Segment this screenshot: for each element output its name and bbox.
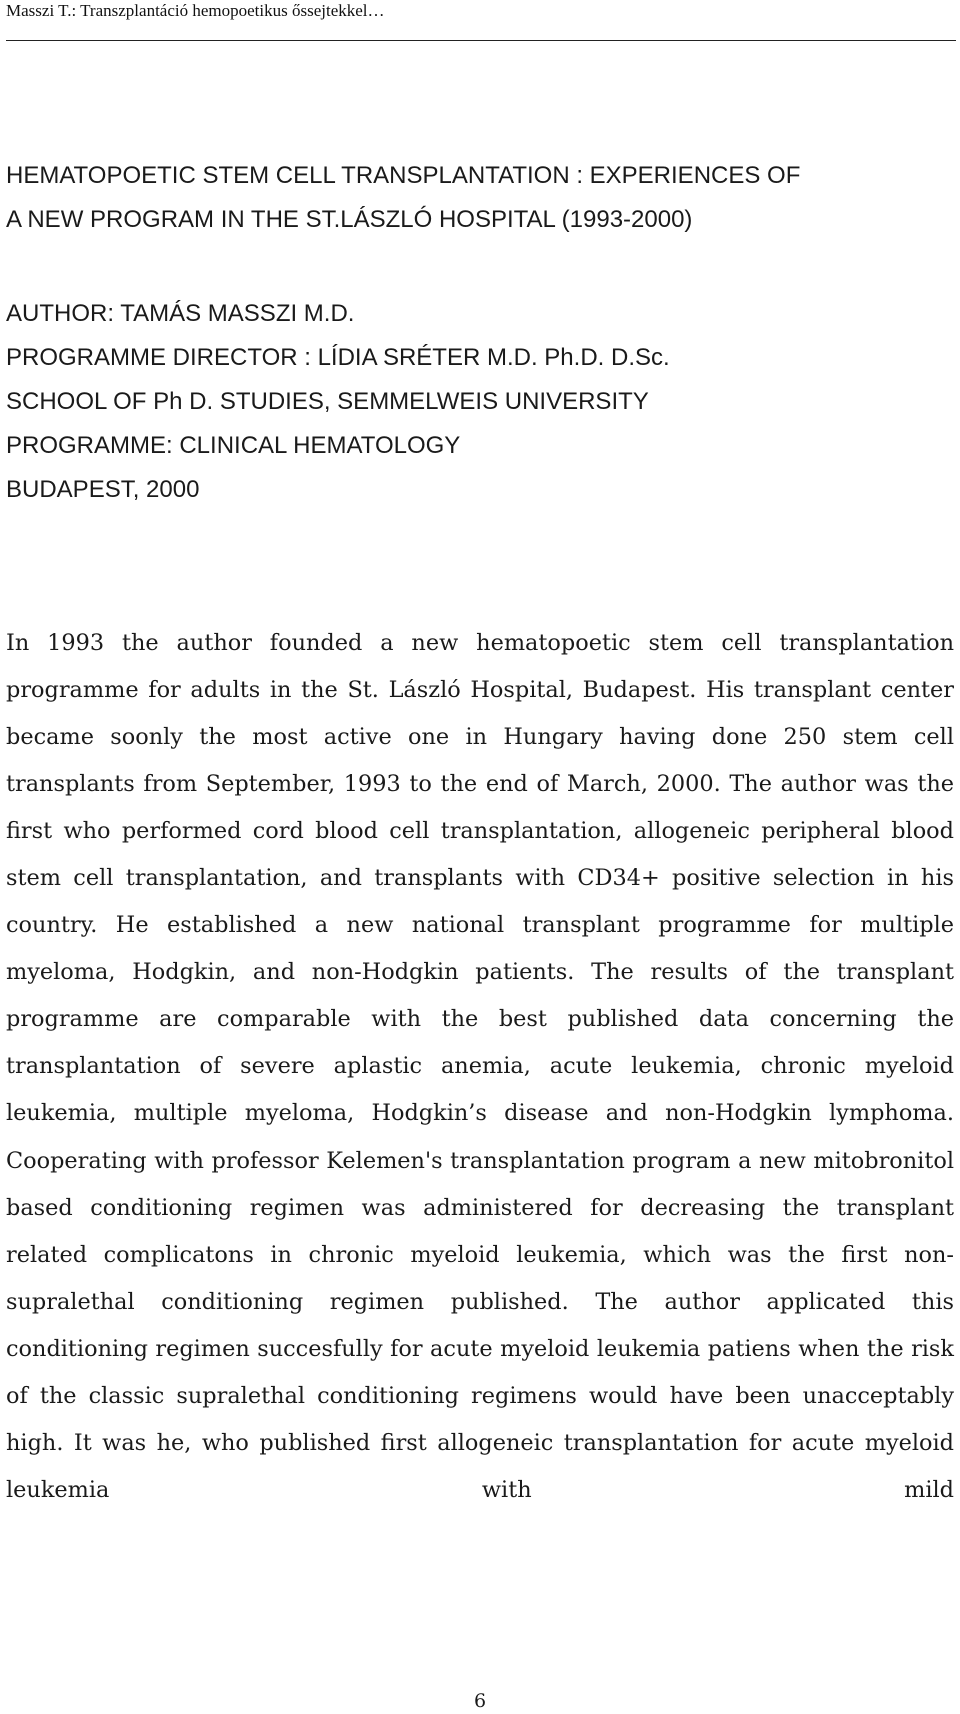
document-title <box>6 154 800 242</box>
director-line: PROGRAMME DIRECTOR : LÍDIA SRÉTER M.D. Ph.D. D.Sc. <box>6 344 670 371</box>
place-date-line: BUDAPEST, 2000 <box>6 476 200 503</box>
title-line: HEMATOPOETIC STEM CELL TRANSPLANTATION : EXPERIENCES OF <box>6 162 801 189</box>
programme-line: PROGRAMME: CLINICAL HEMATOLOGY <box>6 432 461 459</box>
author-info <box>6 292 670 512</box>
author-line: AUTHOR: TAMÁS MASSZI M.D. <box>6 300 355 327</box>
school-line: SCHOOL OF Ph D. STUDIES, SEMMELWEIS UNIVERSITY <box>6 388 649 415</box>
header-rule <box>6 40 956 41</box>
running-header: Masszi T.: Transzplantáció hemopoetikus őssejtekkel… <box>6 1 385 20</box>
page-number: 6 <box>473 1690 487 1712</box>
title-line: A NEW PROGRAM IN THE ST.LÁSZLÓ HOSPITAL (1993-2000) <box>6 206 693 233</box>
abstract-paragraph: In 1993 the author founded a new hematopoetic stem cell transplantation programme for adults in the St. László Hospital, Budapest. His transplant center became soonly the most active one in Hungary having done 250 stem cell transplants from September, 1993 to the end of March, 2000. The author was the first who performed cord blood cell transplantation, allogeneic peripheral blood stem cell transplantation, and transplants with CD34+ positive selection in his country. He established a new national transplant programme for multiple myeloma, Hodgkin, and non-Hodgkin patients. The results of the transplant programme are comparable with the best published data concerning the transplantation of severe aplastic anemia, acute leukemia, chronic myeloid leukemia, multiple myeloma, Hodgkin’s disease and non-Hodgkin lymphoma. Cooperating with professor Kelemen's transplantation program a new mitobronitol based conditioning regimen was administered for decreasing the transplant related complicatons in chronic myeloid leukemia, which was the first non-supralethal conditioning regimen published. The author applicated this conditioning regimen succesfully for acute myeloid leukemia patiens when the risk of the classic supralethal conditioning regimens would have been unacceptably high. It was he, who published first allogeneic transplantation for acute myeloid leukemia with mild <box>6 630 954 1503</box>
